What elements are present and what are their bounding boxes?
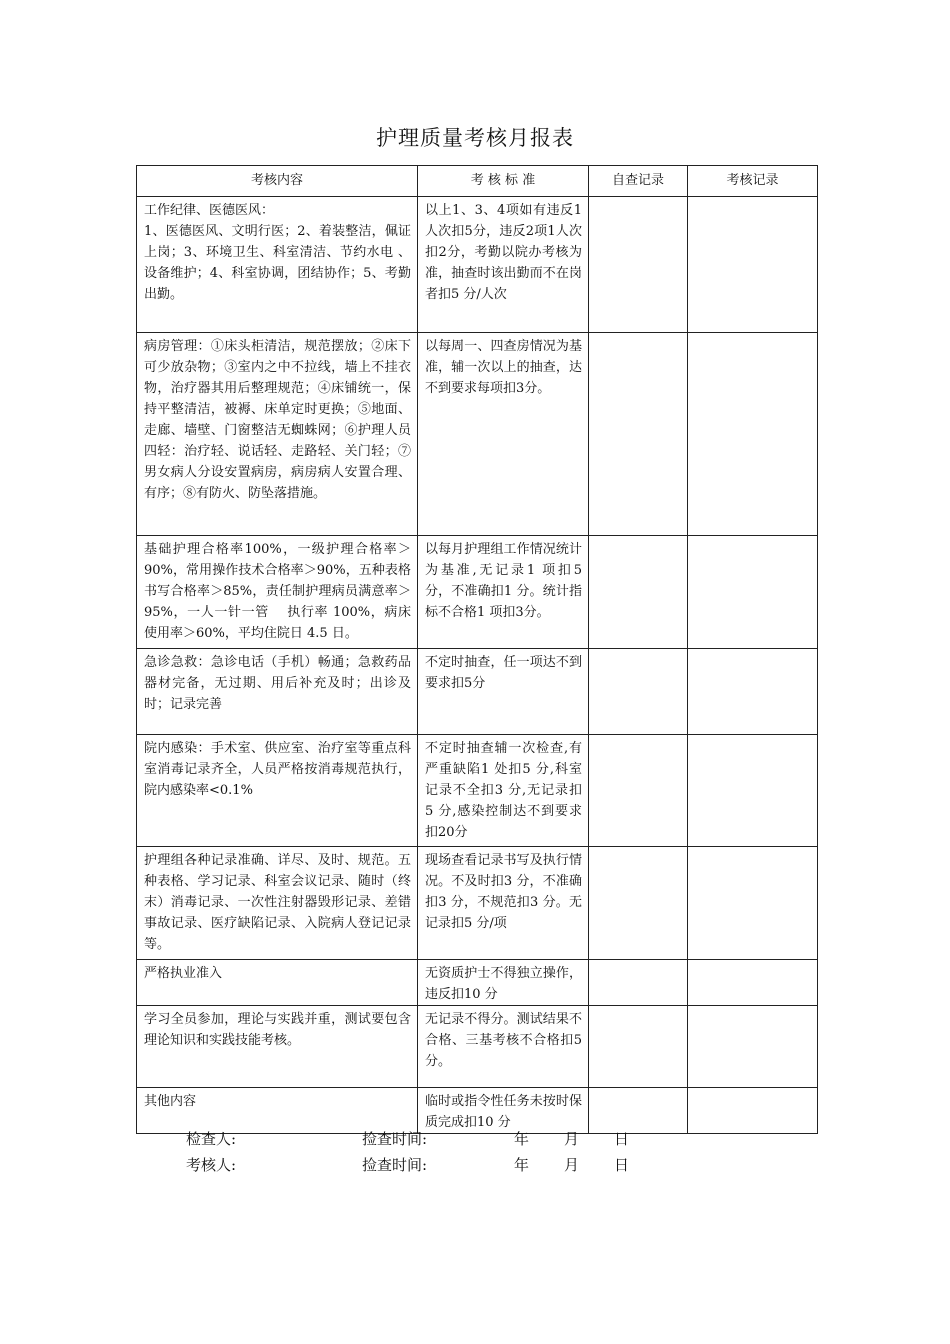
assessment-cell <box>688 333 818 536</box>
assessment-table <box>136 165 818 1134</box>
row-standard: 不定时抽查辅一次检查,有严重缺陷1 处扣5 分,科室记录不全扣3 分,无记录扣 5 分,感染控制达不到要求扣20分 <box>425 741 582 840</box>
row-content: 院内感染：手术室、供应室、治疗室等重点科室消毒记录齐全，人员严格按消毒规范执行，院内感染率<0.1% <box>144 741 411 798</box>
month-label: 月 <box>564 1156 580 1174</box>
assessment-cell <box>688 536 818 649</box>
self-check-cell <box>589 649 688 735</box>
assessment-cell <box>688 960 818 1006</box>
row-content: 基础护理合格率100%，一级护理合格率＞90%，常用操作技术合格率＞90%，五种表格书写合格率＞85%，责任制护理病员满意率＞95%，一人一针一管 执行率 100%，病床使用率＞60%，平均住院日 4.5 日。 <box>144 542 411 641</box>
self-check-cell <box>589 735 688 847</box>
row-content: 急诊急救：急诊电话（手机）畅通；急救药品器材完备，无过期、用后补充及时；出诊及时；记录完善 <box>144 655 411 712</box>
row-standard: 无记录不得分。测试结果不合格、三基考核不合格扣5 分。 <box>425 1012 582 1069</box>
header-standard: 考 核 标 准 <box>418 166 589 197</box>
assessment-cell <box>688 1088 818 1134</box>
assessment-cell <box>688 649 818 735</box>
table-row <box>137 847 818 960</box>
row-content: 其他内容 <box>144 1094 197 1109</box>
row-content: 病房管理：①床头柜清洁，规范摆放；②床下可少放杂物；③室内之中不拉线，墙上不挂衣物，治疗器其用后整理规范；④床铺统一，保持平整清洁，被褥、床单定时更换；⑤地面、走廊、墙壁、门窗整洁无蜘蛛网；⑥护理人员四轻：治疗轻、说话轻、走路轻、关门轻；⑦男女病人分设安置病房，病房病人安置合理、有序；⑧有防火、防坠落措施。 <box>144 339 411 501</box>
self-check-cell <box>589 536 688 649</box>
table-row <box>137 1006 818 1088</box>
self-check-cell <box>589 1006 688 1088</box>
year-label: 年 <box>514 1156 530 1174</box>
table-row <box>137 197 818 333</box>
row-standard: 临时或指令性任务未按时保质完成扣10 分 <box>425 1094 582 1130</box>
header-self-check: 自查记录 <box>589 166 688 197</box>
self-check-cell <box>589 960 688 1006</box>
row-content: 学习全员参加，理论与实践并重，测试要包含理论知识和实践技能考核。 <box>144 1012 411 1048</box>
assessment-cell <box>688 847 818 960</box>
row-standard: 以每周一、四查房情况为基准，辅一次以上的抽查，达不到要求每项扣3分。 <box>425 339 582 396</box>
table-row <box>137 1088 818 1134</box>
table-row <box>137 649 818 735</box>
self-check-cell <box>589 847 688 960</box>
header-assessment: 考核记录 <box>688 166 818 197</box>
table-row <box>137 536 818 649</box>
page-title: 护理质量考核月报表 <box>376 126 574 150</box>
year-label: 年 <box>514 1130 530 1148</box>
table-header-row <box>137 166 818 197</box>
row-content: 护理组各种记录准确、详尽、及时、规范。五种表格、学习记录、科室会议记录、随时（终末）消毒记录、一次性注射器毁形记录、差错事故记录、医疗缺陷记录、入院病人登记记录等。 <box>144 853 411 952</box>
row-standard: 以上1、3、4项如有违反1人次扣5分，违反2项1人次扣2分，考勤以院办考核为准，抽查时该出勤而不在岗者扣5 分/人次 <box>425 203 582 302</box>
assessment-cell <box>688 197 818 333</box>
table-row <box>137 960 818 1006</box>
assessment-cell <box>688 1006 818 1088</box>
day-label: 日 <box>614 1130 630 1148</box>
table-row <box>137 333 818 536</box>
inspector-label: 检查人: <box>186 1130 237 1148</box>
self-check-cell <box>589 1088 688 1134</box>
self-check-cell <box>589 197 688 333</box>
row-standard: 不定时抽查，任一项达不到要求扣5分 <box>425 655 582 691</box>
self-check-cell <box>589 333 688 536</box>
day-label: 日 <box>614 1156 630 1174</box>
header-content: 考核内容 <box>137 166 418 197</box>
inspection-time-label: 捡查时间: <box>362 1156 428 1174</box>
assessor-label: 考核人: <box>186 1156 237 1174</box>
row-content: 严格执业准入 <box>144 966 223 981</box>
row-standard: 现场查看记录书写及执行情况。不及时扣3 分，不准确扣3 分，不规范扣3 分。无记录扣5 分/项 <box>425 853 582 931</box>
row-content: 工作纪律、医德医风： 1、医德医风、文明行医；2、着装整洁，佩证上岗；3、环境卫生、科室清洁、节约水电 、设备维护；4、科室协调，团结协作；5、考勤出勤。 <box>144 203 411 302</box>
row-standard: 无资质护士不得独立操作，违反扣10 分 <box>425 966 582 1002</box>
assessment-cell <box>688 735 818 847</box>
inspection-time-label: 捡查时间: <box>362 1130 428 1148</box>
month-label: 月 <box>564 1130 580 1148</box>
row-standard: 以每月护理组工作情况统计为基准,无记录1 项扣5 分，不准确扣1 分。统计指标不合格1 项扣3分。 <box>425 542 582 620</box>
table-row <box>137 735 818 847</box>
